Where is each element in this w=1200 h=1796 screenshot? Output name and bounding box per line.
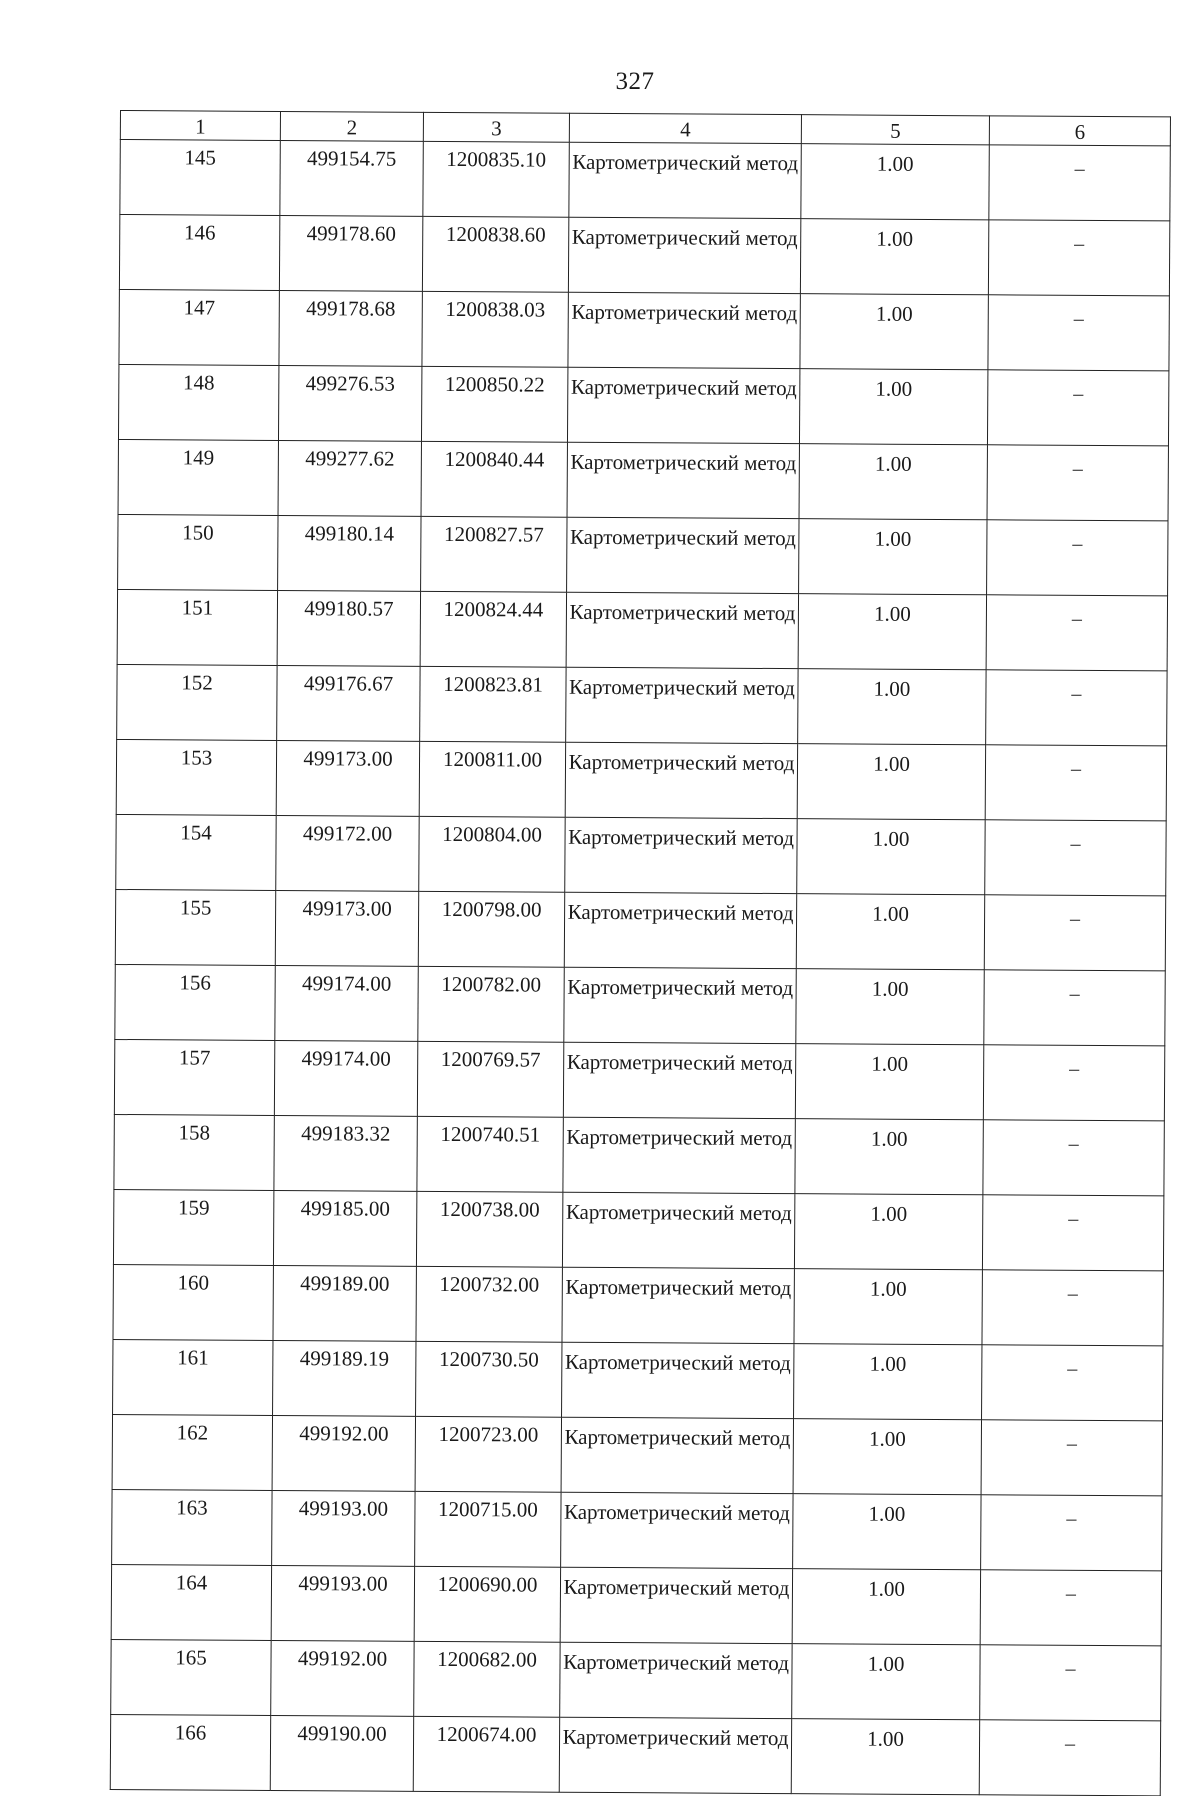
point-number-cell: 155 bbox=[115, 889, 275, 965]
accuracy-cell: 1.00 bbox=[796, 969, 984, 1045]
point-number-cell: 149 bbox=[118, 439, 278, 515]
method-cell: Картометрический метод bbox=[565, 817, 797, 893]
table-row bbox=[118, 364, 1168, 445]
note-cell: – bbox=[989, 145, 1170, 221]
y-coordinate-cell: 1200674.00 bbox=[413, 1716, 559, 1792]
x-coordinate-cell: 499190.00 bbox=[270, 1715, 413, 1791]
y-coordinate-cell: 1200730.50 bbox=[416, 1341, 562, 1417]
column-header: 4 bbox=[569, 113, 801, 143]
note-cell: – bbox=[987, 520, 1168, 596]
table-row bbox=[119, 289, 1169, 370]
accuracy-cell: 1.00 bbox=[800, 219, 988, 295]
x-coordinate-cell: 499277.62 bbox=[278, 440, 421, 516]
note-cell: – bbox=[988, 220, 1169, 296]
point-number-cell: 159 bbox=[113, 1189, 273, 1265]
table-row bbox=[120, 140, 1170, 221]
accuracy-cell: 1.00 bbox=[794, 1269, 982, 1345]
method-cell: Картометрический метод bbox=[562, 1267, 794, 1343]
method-cell: Картометрический метод bbox=[568, 217, 800, 293]
x-coordinate-cell: 499172.00 bbox=[276, 815, 419, 891]
point-number-cell: 153 bbox=[116, 739, 276, 815]
method-cell: Картометрический метод bbox=[564, 967, 796, 1043]
accuracy-cell: 1.00 bbox=[796, 894, 984, 970]
point-number-cell: 157 bbox=[114, 1039, 274, 1115]
x-coordinate-cell: 499183.32 bbox=[274, 1115, 417, 1191]
table-row bbox=[117, 664, 1167, 745]
accuracy-cell: 1.00 bbox=[792, 1569, 980, 1645]
point-number-cell: 151 bbox=[117, 589, 277, 665]
column-header: 6 bbox=[989, 116, 1170, 146]
point-number-cell: 147 bbox=[119, 289, 279, 365]
note-cell: – bbox=[985, 820, 1166, 896]
point-number-cell: 164 bbox=[111, 1564, 271, 1640]
y-coordinate-cell: 1200840.44 bbox=[421, 441, 567, 517]
accuracy-cell: 1.00 bbox=[799, 519, 987, 595]
y-coordinate-cell: 1200838.60 bbox=[422, 216, 568, 292]
x-coordinate-cell: 499154.75 bbox=[280, 140, 423, 216]
x-coordinate-cell: 499193.00 bbox=[272, 1490, 415, 1566]
x-coordinate-cell: 499192.00 bbox=[271, 1640, 414, 1716]
note-cell: – bbox=[982, 1195, 1163, 1271]
coordinates-table bbox=[110, 110, 1171, 1796]
point-number-cell: 160 bbox=[113, 1264, 273, 1340]
accuracy-cell: 1.00 bbox=[793, 1494, 981, 1570]
note-cell: – bbox=[982, 1345, 1163, 1421]
column-header: 3 bbox=[423, 112, 569, 142]
method-cell: Картометрический метод bbox=[562, 1342, 794, 1418]
method-cell: Картометрический метод bbox=[563, 1117, 795, 1193]
y-coordinate-cell: 1200798.00 bbox=[418, 891, 564, 967]
method-cell: Картометрический метод bbox=[561, 1417, 793, 1493]
point-number-cell: 152 bbox=[117, 664, 277, 740]
method-cell: Картометрический метод bbox=[564, 892, 796, 968]
method-cell: Картометрический метод bbox=[569, 142, 801, 218]
y-coordinate-cell: 1200723.00 bbox=[415, 1416, 561, 1492]
column-header: 2 bbox=[280, 111, 423, 141]
method-cell: Картометрический метод bbox=[560, 1642, 792, 1718]
accuracy-cell: 1.00 bbox=[799, 444, 987, 520]
x-coordinate-cell: 499189.00 bbox=[273, 1265, 416, 1341]
accuracy-cell: 1.00 bbox=[801, 144, 989, 220]
page-number: 327 bbox=[615, 68, 655, 95]
note-cell: – bbox=[987, 445, 1168, 521]
x-coordinate-cell: 499178.68 bbox=[279, 290, 422, 366]
point-number-cell: 156 bbox=[115, 964, 275, 1040]
note-cell: – bbox=[986, 670, 1167, 746]
y-coordinate-cell: 1200804.00 bbox=[419, 816, 565, 892]
y-coordinate-cell: 1200740.51 bbox=[417, 1116, 563, 1192]
accuracy-cell: 1.00 bbox=[793, 1419, 981, 1495]
table-row bbox=[119, 215, 1169, 296]
y-coordinate-cell: 1200838.03 bbox=[422, 291, 568, 367]
method-cell: Картометрический метод bbox=[560, 1567, 792, 1643]
x-coordinate-cell: 499173.00 bbox=[276, 740, 419, 816]
x-coordinate-cell: 499173.00 bbox=[275, 890, 418, 966]
table-row bbox=[118, 514, 1168, 595]
y-coordinate-cell: 1200823.81 bbox=[420, 666, 566, 742]
accuracy-cell: 1.00 bbox=[791, 1719, 979, 1795]
point-number-cell: 163 bbox=[112, 1489, 272, 1565]
table-row bbox=[111, 1564, 1161, 1645]
y-coordinate-cell: 1200835.10 bbox=[423, 141, 569, 217]
accuracy-cell: 1.00 bbox=[798, 594, 986, 670]
x-coordinate-cell: 499174.00 bbox=[275, 965, 418, 1041]
note-cell: – bbox=[982, 1270, 1163, 1346]
table-row bbox=[114, 1114, 1164, 1195]
note-cell: – bbox=[984, 970, 1165, 1046]
y-coordinate-cell: 1200682.00 bbox=[414, 1641, 560, 1717]
accuracy-cell: 1.00 bbox=[795, 1044, 983, 1120]
y-coordinate-cell: 1200782.00 bbox=[418, 966, 564, 1042]
accuracy-cell: 1.00 bbox=[798, 669, 986, 745]
y-coordinate-cell: 1200769.57 bbox=[417, 1041, 563, 1117]
method-cell: Картометрический метод bbox=[562, 1192, 794, 1268]
method-cell: Картометрический метод bbox=[559, 1717, 791, 1793]
accuracy-cell: 1.00 bbox=[799, 369, 987, 445]
table-row bbox=[116, 814, 1166, 895]
y-coordinate-cell: 1200850.22 bbox=[421, 366, 567, 442]
coordinates-table-container bbox=[110, 110, 1170, 1796]
note-cell: – bbox=[981, 1495, 1162, 1571]
note-cell: – bbox=[988, 295, 1169, 371]
method-cell: Картометрический метод bbox=[563, 1042, 795, 1118]
x-coordinate-cell: 499185.00 bbox=[273, 1190, 416, 1266]
point-number-cell: 150 bbox=[118, 514, 278, 590]
method-cell: Картометрический метод bbox=[566, 592, 798, 668]
y-coordinate-cell: 1200738.00 bbox=[416, 1191, 562, 1267]
x-coordinate-cell: 499192.00 bbox=[272, 1415, 415, 1491]
note-cell: – bbox=[985, 745, 1166, 821]
y-coordinate-cell: 1200824.44 bbox=[420, 591, 566, 667]
point-number-cell: 148 bbox=[118, 364, 278, 440]
point-number-cell: 166 bbox=[110, 1714, 270, 1790]
note-cell: – bbox=[980, 1570, 1161, 1646]
note-cell: – bbox=[979, 1720, 1160, 1796]
note-cell: – bbox=[987, 370, 1168, 446]
x-coordinate-cell: 499178.60 bbox=[279, 215, 422, 291]
note-cell: – bbox=[981, 1420, 1162, 1496]
x-coordinate-cell: 499193.00 bbox=[271, 1565, 414, 1641]
x-coordinate-cell: 499276.53 bbox=[278, 365, 421, 441]
point-number-cell: 162 bbox=[112, 1414, 272, 1490]
table-row bbox=[111, 1639, 1161, 1720]
column-header: 1 bbox=[120, 111, 280, 141]
x-coordinate-cell: 499176.67 bbox=[277, 665, 420, 741]
table-row bbox=[116, 739, 1166, 820]
table-row bbox=[113, 1339, 1163, 1420]
note-cell: – bbox=[983, 1120, 1164, 1196]
point-number-cell: 161 bbox=[113, 1339, 273, 1415]
accuracy-cell: 1.00 bbox=[800, 294, 988, 370]
accuracy-cell: 1.00 bbox=[797, 744, 985, 820]
y-coordinate-cell: 1200715.00 bbox=[415, 1491, 561, 1567]
x-coordinate-cell: 499180.57 bbox=[277, 590, 420, 666]
point-number-cell: 165 bbox=[111, 1639, 271, 1715]
method-cell: Картометрический метод bbox=[567, 442, 799, 518]
method-cell: Картометрический метод bbox=[567, 367, 799, 443]
x-coordinate-cell: 499180.14 bbox=[278, 515, 421, 591]
point-number-cell: 154 bbox=[116, 814, 276, 890]
table-row bbox=[113, 1264, 1163, 1345]
note-cell: – bbox=[984, 895, 1165, 971]
point-number-cell: 146 bbox=[119, 215, 279, 291]
note-cell: – bbox=[980, 1645, 1161, 1721]
table-row bbox=[113, 1189, 1163, 1270]
y-coordinate-cell: 1200732.00 bbox=[416, 1266, 562, 1342]
method-cell: Картометрический метод bbox=[566, 667, 798, 743]
table-row bbox=[118, 439, 1168, 520]
column-header: 5 bbox=[801, 115, 989, 145]
y-coordinate-cell: 1200690.00 bbox=[414, 1566, 560, 1642]
method-cell: Картометрический метод bbox=[568, 292, 800, 368]
y-coordinate-cell: 1200827.57 bbox=[421, 516, 567, 592]
x-coordinate-cell: 499189.19 bbox=[273, 1340, 416, 1416]
accuracy-cell: 1.00 bbox=[797, 819, 985, 895]
note-cell: – bbox=[983, 1045, 1164, 1121]
accuracy-cell: 1.00 bbox=[795, 1119, 983, 1195]
x-coordinate-cell: 499174.00 bbox=[274, 1040, 417, 1116]
table-row bbox=[112, 1489, 1162, 1570]
accuracy-cell: 1.00 bbox=[794, 1344, 982, 1420]
accuracy-cell: 1.00 bbox=[794, 1194, 982, 1270]
method-cell: Картометрический метод bbox=[567, 517, 799, 593]
table-row bbox=[114, 1039, 1164, 1120]
method-cell: Картометрический метод bbox=[561, 1492, 793, 1568]
note-cell: – bbox=[986, 595, 1167, 671]
point-number-cell: 145 bbox=[120, 140, 280, 216]
method-cell: Картометрический метод bbox=[565, 742, 797, 818]
table-row bbox=[115, 964, 1165, 1045]
table-row bbox=[110, 1714, 1160, 1795]
table-row bbox=[112, 1414, 1162, 1495]
y-coordinate-cell: 1200811.00 bbox=[419, 741, 565, 817]
table-row bbox=[117, 589, 1167, 670]
point-number-cell: 158 bbox=[114, 1114, 274, 1190]
table-body bbox=[110, 140, 1170, 1796]
table-row bbox=[115, 889, 1165, 970]
accuracy-cell: 1.00 bbox=[792, 1644, 980, 1720]
